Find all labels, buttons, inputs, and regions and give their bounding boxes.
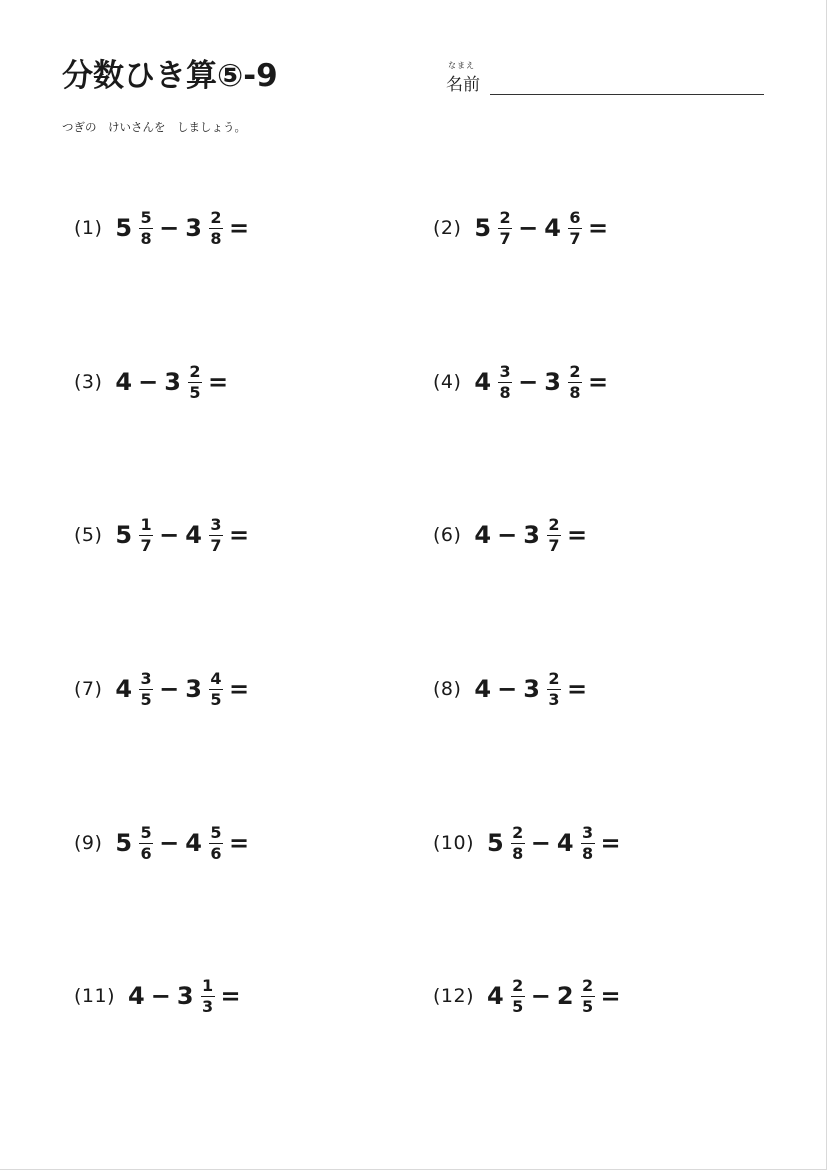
- whole-part: 5: [487, 829, 504, 857]
- equals-sign: =: [220, 982, 241, 1010]
- numerator: 2: [581, 975, 594, 995]
- numerator: 2: [512, 822, 524, 842]
- whole-part: 4: [128, 982, 145, 1010]
- equals-sign: =: [566, 675, 588, 703]
- minus-sign: −: [530, 982, 551, 1010]
- denominator: 3: [201, 996, 214, 1016]
- fraction: [209, 822, 223, 863]
- whole-part: 4: [185, 829, 202, 857]
- fraction: [581, 822, 595, 863]
- denominator: 8: [512, 843, 524, 863]
- denominator: 7: [210, 535, 222, 555]
- minus-sign: −: [159, 521, 180, 549]
- problem-expression: [115, 668, 250, 709]
- problem-expression: [474, 207, 609, 248]
- whole-part: 5: [474, 214, 492, 242]
- problem-expression: [115, 207, 250, 248]
- whole-part: 3: [164, 368, 181, 396]
- problem-7: [74, 659, 249, 719]
- whole-part: 3: [523, 675, 540, 703]
- instruction-text: つぎの けいさんを しましょう。: [62, 120, 246, 134]
- whole-part: 4: [185, 521, 202, 549]
- problem-8: [433, 659, 587, 719]
- equals-sign: =: [228, 214, 250, 242]
- fraction: [581, 975, 595, 1016]
- fraction: [139, 668, 153, 709]
- problem-number: (12): [433, 985, 475, 1007]
- equals-sign: =: [228, 521, 250, 549]
- problem-expression: [487, 975, 621, 1016]
- problem-number: (1): [74, 217, 103, 239]
- fraction: [498, 207, 512, 248]
- denominator: 7: [140, 535, 152, 555]
- problem-expression: [115, 822, 250, 863]
- numerator: 2: [569, 361, 581, 381]
- equals-sign: =: [587, 368, 609, 396]
- problem-4: [433, 352, 608, 412]
- name-write-line[interactable]: [490, 94, 764, 95]
- whole-part: 4: [556, 829, 574, 857]
- whole-part: 4: [487, 982, 504, 1010]
- problem-expression: [474, 668, 588, 709]
- fraction: [498, 361, 512, 402]
- equals-sign: =: [228, 829, 250, 857]
- problem-9: [74, 813, 249, 873]
- fraction: [568, 361, 582, 402]
- denominator: 5: [210, 689, 222, 709]
- whole-part: 3: [176, 982, 194, 1010]
- fraction: [139, 822, 153, 863]
- minus-sign: −: [138, 368, 159, 396]
- whole-part: 2: [556, 982, 574, 1010]
- whole-part: 3: [523, 521, 540, 549]
- fraction: [139, 514, 153, 555]
- numerator: 5: [140, 822, 152, 842]
- numerator: 3: [210, 514, 222, 534]
- fraction: [547, 514, 561, 555]
- whole-part: 5: [115, 521, 133, 549]
- equals-sign: =: [207, 368, 229, 396]
- denominator: 8: [499, 382, 511, 402]
- denominator: 5: [140, 689, 152, 709]
- problem-2: [433, 198, 608, 258]
- minus-sign: −: [497, 675, 518, 703]
- problem-expression: [115, 361, 229, 402]
- problem-number: (4): [433, 371, 462, 393]
- problem-6: [433, 505, 587, 565]
- problem-expression: [128, 975, 241, 1016]
- problem-number: (9): [74, 832, 103, 854]
- whole-part: 4: [474, 521, 492, 549]
- equals-sign: =: [600, 829, 621, 857]
- problem-expression: [474, 514, 588, 555]
- denominator: 8: [581, 843, 594, 863]
- problem-number: (3): [74, 371, 103, 393]
- problem-5: [74, 505, 249, 565]
- minus-sign: −: [530, 829, 551, 857]
- problem-number: (6): [433, 524, 462, 546]
- minus-sign: −: [159, 214, 180, 242]
- denominator: 6: [140, 843, 152, 863]
- fraction: [511, 975, 525, 1016]
- worksheet-title: 分数ひき算⑤-9: [62, 58, 278, 94]
- name-ruby: なまえ: [448, 61, 475, 70]
- numerator: 4: [210, 668, 222, 688]
- problem-expression: [474, 361, 609, 402]
- denominator: 7: [499, 228, 511, 248]
- problem-12: [433, 966, 621, 1026]
- numerator: 1: [140, 514, 152, 534]
- problem-expression: [115, 514, 250, 555]
- minus-sign: −: [150, 982, 171, 1010]
- fraction: [209, 207, 223, 248]
- denominator: 7: [569, 228, 581, 248]
- equals-sign: =: [228, 675, 250, 703]
- name-label: 名前: [446, 75, 480, 95]
- numerator: 5: [210, 822, 222, 842]
- whole-part: 5: [115, 829, 133, 857]
- name-field-block: [446, 60, 766, 100]
- denominator: 6: [210, 843, 222, 863]
- numerator: 2: [548, 668, 560, 688]
- minus-sign: −: [159, 829, 180, 857]
- numerator: 2: [210, 207, 222, 227]
- problem-11: [74, 966, 241, 1026]
- whole-part: 4: [115, 675, 133, 703]
- numerator: 2: [512, 975, 524, 995]
- fraction: [511, 822, 525, 863]
- problem-3: [74, 352, 228, 412]
- numerator: 2: [499, 207, 511, 227]
- problem-10: [433, 813, 621, 873]
- denominator: 3: [548, 689, 560, 709]
- problem-expression: [487, 822, 621, 863]
- problem-number: (8): [433, 678, 462, 700]
- whole-part: 4: [474, 368, 492, 396]
- numerator: 5: [140, 207, 152, 227]
- fraction: [568, 207, 582, 248]
- minus-sign: −: [159, 675, 180, 703]
- fraction: [547, 668, 561, 709]
- denominator: 5: [512, 996, 524, 1016]
- problem-number: (5): [74, 524, 103, 546]
- problem-number: (11): [74, 985, 116, 1007]
- fraction: [139, 207, 153, 248]
- minus-sign: −: [497, 521, 518, 549]
- problem-number: (2): [433, 217, 462, 239]
- whole-part: 3: [544, 368, 561, 396]
- fraction: [188, 361, 202, 402]
- whole-part: 3: [185, 675, 202, 703]
- numerator: 2: [548, 514, 560, 534]
- denominator: 5: [189, 382, 201, 402]
- numerator: 2: [189, 361, 201, 381]
- numerator: 3: [140, 668, 152, 688]
- denominator: 5: [581, 996, 594, 1016]
- fraction: [201, 975, 215, 1016]
- denominator: 8: [210, 228, 222, 248]
- denominator: 7: [548, 535, 560, 555]
- equals-sign: =: [600, 982, 621, 1010]
- denominator: 8: [569, 382, 581, 402]
- problem-number: (7): [74, 678, 103, 700]
- whole-part: 4: [115, 368, 133, 396]
- problem-1: [74, 198, 249, 258]
- minus-sign: −: [518, 214, 539, 242]
- whole-part: 3: [185, 214, 202, 242]
- numerator: 1: [201, 975, 214, 995]
- minus-sign: −: [518, 368, 539, 396]
- denominator: 8: [140, 228, 152, 248]
- whole-part: 4: [474, 675, 492, 703]
- whole-part: 5: [115, 214, 133, 242]
- fraction: [209, 668, 223, 709]
- numerator: 3: [499, 361, 511, 381]
- whole-part: 4: [544, 214, 561, 242]
- fraction: [209, 514, 223, 555]
- equals-sign: =: [587, 214, 609, 242]
- numerator: 3: [581, 822, 594, 842]
- numerator: 6: [569, 207, 581, 227]
- problem-number: (10): [433, 832, 475, 854]
- equals-sign: =: [566, 521, 588, 549]
